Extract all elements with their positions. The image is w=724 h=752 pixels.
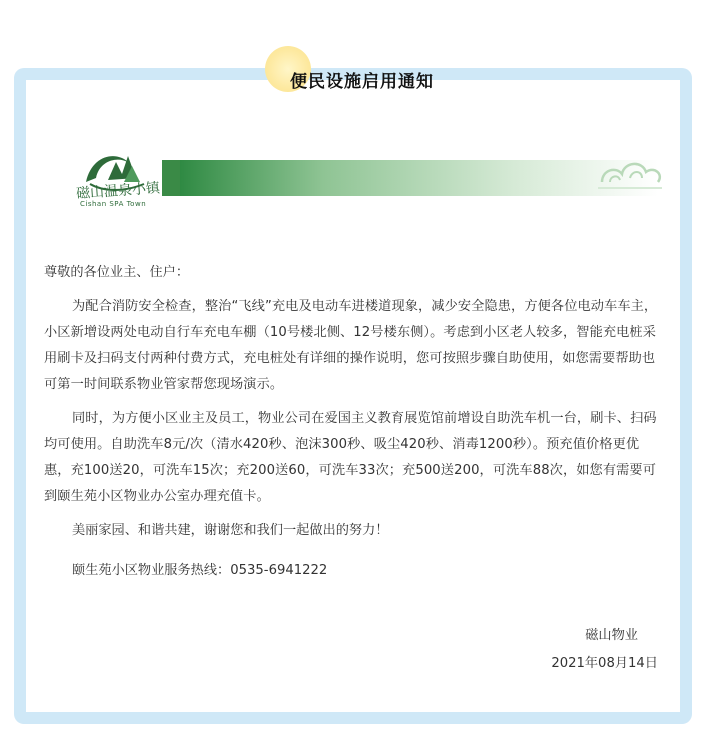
logo-text-english: Cishan SPA Town <box>80 200 147 208</box>
greeting: 尊敬的各位业主、住户： <box>44 265 190 280</box>
hotline-line: 颐生苑小区物业服务热线：0535-6941222 <box>72 563 328 578</box>
signature-block <box>551 622 658 678</box>
paragraph-charging: 为配合消防安全检查，整治“飞线”充电及电动车进楼道现象，减少安全隐患，方便各位电动车车主，小区新增设两处电动自行车充电车棚（10号楼北侧、12号楼东侧）。考虑到小区老人较多，智能充电桩采用刷卡及扫码支付两种付费方式，充电桩处有详细的操作说明，您可按照步骤自助使用，如您需要帮助也可第一时间联系物业管家帮您现场演示。 <box>44 299 658 392</box>
banner <box>66 134 658 224</box>
logo-text-chinese: 磁山温泉小镇 <box>75 180 161 203</box>
paragraph-car-wash: 同时，为方便小区业主及员工，物业公司在爱国主义教育展览馆前增设自助洗车机一台，刷卡、扫码均可使用。自助洗车8元/次（清水420秒、泡沫300秒、吸尘420秒、消毒1200秒）。预充值价格更优惠，充100送20，可洗车15次；充200送60，可洗车33次；充500送200，可洗车88次，如您有需要可到颐生苑小区物业办公室办理充值卡。 <box>44 411 657 504</box>
notice-body <box>44 260 664 598</box>
signature-date: 2021年08月14日 <box>551 656 658 671</box>
banner-bar-gradient <box>180 160 658 196</box>
closing-line: 美丽家园、和谐共建，谢谢您和我们一起做出的努力！ <box>72 523 389 538</box>
banner-bar-accent <box>162 160 180 196</box>
signature-org: 磁山物业 <box>585 628 638 643</box>
notice-title: 便民设施启用通知 <box>290 72 434 92</box>
cloud-swirl-icon <box>596 152 666 194</box>
